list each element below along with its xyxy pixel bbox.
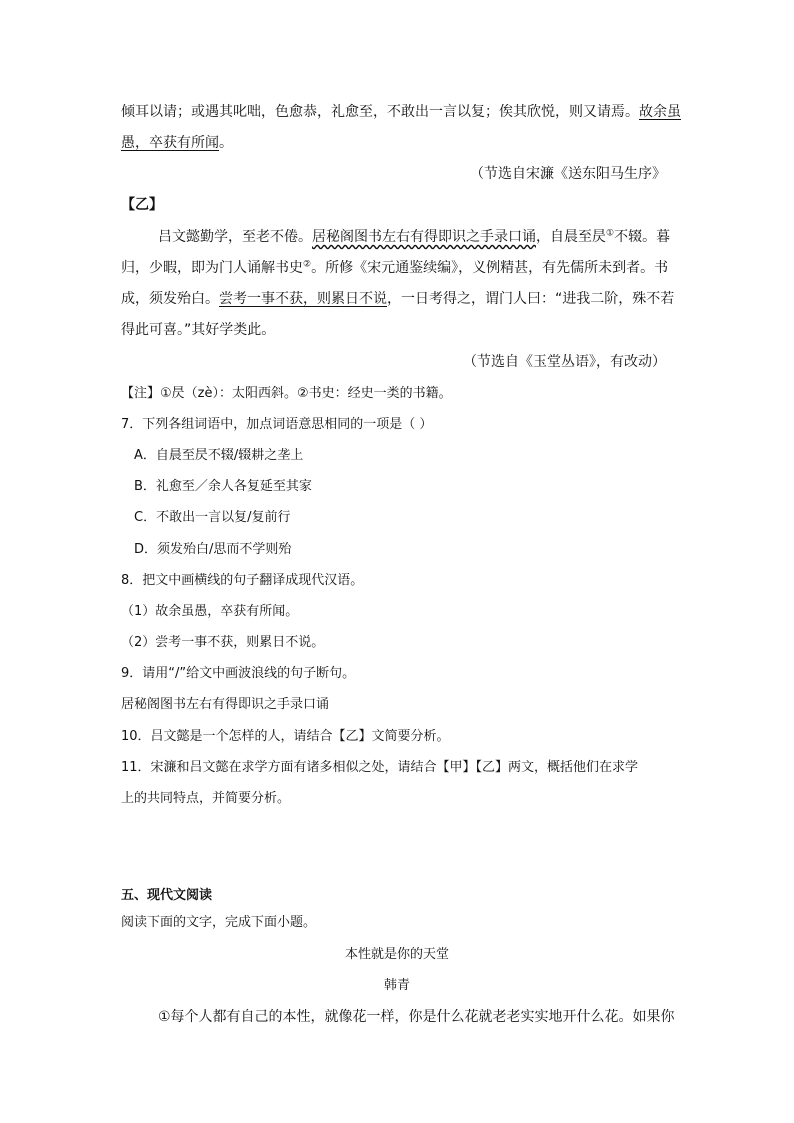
question-8-part-1: （1）故余虽愚，卒获有所闻。 (121, 604, 299, 619)
passage-yi-source: （节选自《玉堂丛语》，有改动） (463, 354, 666, 370)
section-5-heading: 五、现代文阅读 (121, 888, 213, 903)
passage-jia-text: 倾耳以请；或遇其叱咄，色愈恭，礼愈至，不敢出一言以复；俟其欣悦，则又请焉。 (121, 104, 639, 120)
question-9: 9．请用“/”给文中画波浪线的句子断句。 (121, 666, 356, 681)
passage-jia-line-2 (121, 133, 233, 153)
footnote-marker: ① (606, 228, 615, 239)
question-7-option-b: B．礼愈至／余人各复延至其家 (134, 479, 312, 494)
passage-yi-line-3 (121, 289, 674, 309)
wavy-underlined-sentence: 居秘阁图书左右有得即识之手录口诵 (312, 229, 536, 245)
article-author: 韩青 (383, 978, 410, 993)
question-7-option-d: D．须发殆白/思而不学则殆 (134, 542, 292, 557)
section-5-instruction: 阅读下面的文字，完成下面小题。 (121, 915, 317, 930)
passage-yi-text: ，自晨至昃 (536, 229, 606, 245)
passage-yi-text: ，一日考得之，谓门人曰：“进我二阶，殊不若 (387, 291, 675, 307)
footnote-marker: ② (303, 259, 312, 270)
footnotes: 【注】①昃（zè）：太阳西斜。②书史：经史一类的书籍。 (121, 386, 452, 401)
passage-yi-line-1 (158, 227, 670, 247)
passage-yi-heading: 【乙】 (121, 197, 163, 213)
question-7-option-a: A．自晨至昃不辍/辍耕之垄上 (134, 448, 304, 463)
underlined-sentence-part: 故余虽 (639, 104, 681, 120)
passage-yi-text: 归，少暇，即为门人诵解书史 (121, 260, 303, 276)
passage-jia-line-1 (121, 102, 681, 122)
passage-jia-source: （节选自宋濂《送东阳马生序》 (470, 166, 666, 182)
passage-yi-text: 。所修《宋元通鉴续编》，义例精甚，有先儒所未到者。书 (311, 260, 669, 276)
passage-yi-line-2 (121, 258, 668, 278)
passage-yi-text: 成，须发殆白。 (121, 291, 219, 307)
question-7: 7．下列各组词语中，加点词语意思相同的一项是（ ） (121, 417, 433, 432)
question-11-line-2: 上的共同特点，并简要分析。 (121, 791, 291, 806)
passage-yi-text: 吕文懿勤学，至老不倦。 (158, 229, 312, 245)
passage-yi-text: 不辍。暮 (614, 229, 671, 245)
article-paragraph-1: ①每个人都有自己的本性，就像花一样，你是什么花就老老实实地开什么花。如果你 (158, 1009, 675, 1025)
article-title: 本性就是你的天堂 (344, 947, 449, 962)
question-11-line-1: 11．宋濂和吕文懿在求学方面有诸多相似之处，请结合【甲】【乙】两文，概括他们在求学 (121, 760, 639, 775)
underlined-sentence-part: 愚，卒获有所闻 (121, 135, 219, 151)
punctuation: 。 (219, 135, 233, 151)
question-8-part-2: （2）尝考一事不获，则累日不说。 (121, 635, 325, 650)
question-10: 10．吕文懿是一个怎样的人，请结合【乙】文简要分析。 (121, 729, 450, 744)
question-7-option-c: C．不敢出一言以复/复前行 (134, 510, 291, 525)
question-9-sentence: 居秘阁图书左右有得即识之手录口诵 (121, 697, 330, 712)
underlined-sentence: 尝考一事不获，则累日不说 (219, 291, 387, 307)
passage-yi-line-4: 得此可喜。”其好学类此。 (121, 322, 276, 338)
question-8: 8．把文中画横线的句子翻译成现代汉语。 (121, 573, 364, 588)
